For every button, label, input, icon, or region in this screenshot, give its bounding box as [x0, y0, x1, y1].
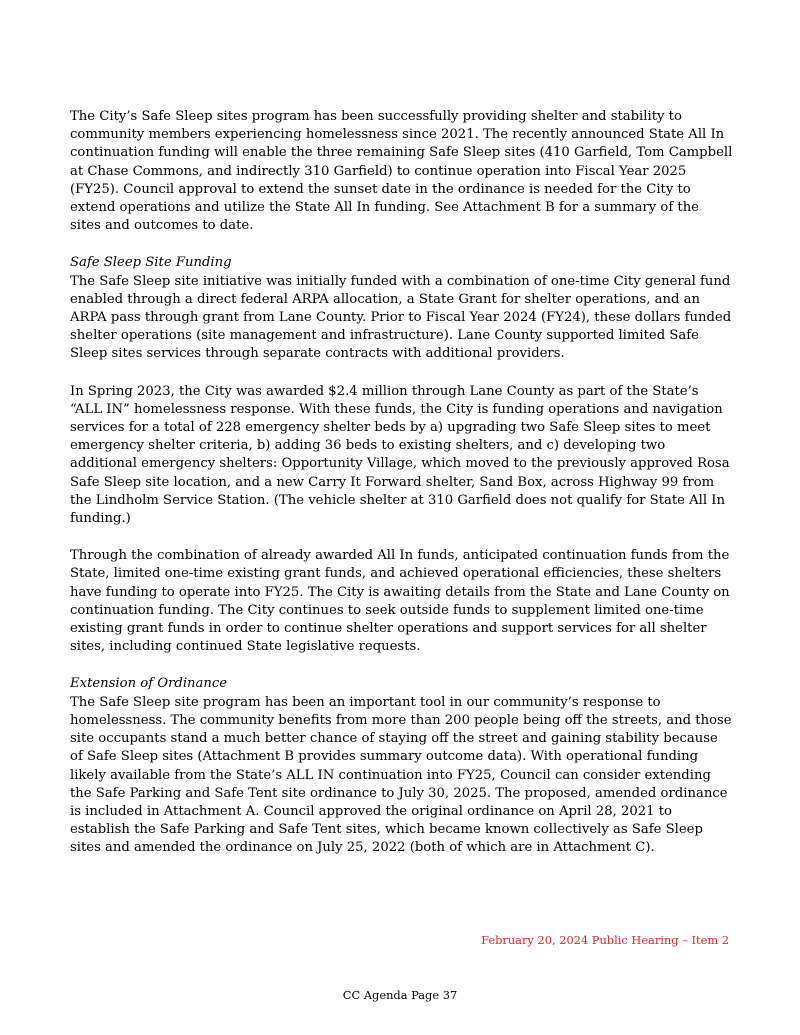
funding-paragraph-2: In Spring 2023, the City was awarded $2.4 million through Lane County as part of the State’s “ALL IN” homelessness response. With these funds, the City is funding operations and navigation services for a total of 228 emergency shelter beds by a) upgrading two Safe Sleep sites to meet emergency shelter criteria, b) adding 36 beds to existing shelters, and c) developing two additional emergency shelters: Opportunity Village, which moved to the previously approved Rosa Safe Sleep site location, and a new Carry It Forward shelter, Sand Box, across Highway 99 from the Lindholm Service Station. (The vehicle shelter at 310 Garfield does not qualify for State All In funding.) — [70, 383, 730, 527]
extension-paragraph-1: The Safe Sleep site program has been an important tool in our community’s response to homelessness. The community benefits from more than 200 people being off the streets, and those site occupants stand a much better chance of staying off the street and gaining stability because of Safe Sleep sites (Attachment B provides summary outcome data). With operational funding likely available from the State’s ALL IN continuation into FY25, Council can consider extending the Safe Parking and Safe Tent site ordinance to July 30, 2025. The proposed, amended ordinance is included in Attachment A. Council approved the original ordinance on April 28, 2021 to establish the Safe Parking and Safe Tent sites, which became known collectively as Safe Sleep sites and amended the ordinance on July 25, 2022 (both of which are in Attachment C). — [70, 694, 732, 856]
document-body — [70, 108, 734, 877]
intro-paragraph: The City’s Safe Sleep sites program has been successfully providing shelter and stability to community members experiencing homelessness since 2021. The recently announced State All In continuation funding will enable the three remaining Safe Sleep sites (410 Garfield, Tom Campbell at Chase Commons, and indirectly 310 Garfield) to continue operation into Fiscal Year 2025 (FY25). Council approval to extend the sunset date in the ordinance is needed for the City to extend operations and utilize the State All In funding. See Attachment B for a summary of the sites and outcomes to date. — [70, 109, 733, 234]
funding-paragraph-3: Through the combination of already awarded All In funds, anticipated continuation funds from the State, limited one-time existing grant funds, and achieved operational efficiencies, these shelters have funding to operate into FY25. The City is awaiting details from the State and Lane County on continuation funding. The City continues to seek outside funds to supplement limited one-time existing grant funds in order to continue shelter operations and support services for all shelter sites, including continued State legislative requests. — [70, 548, 730, 655]
public-hearing-footer: February 20, 2024 Public Hearing – Item 2 — [481, 933, 729, 947]
extension-heading: Extension of Ordinance — [70, 676, 228, 692]
agenda-page-number: CC Agenda Page 37 — [342, 988, 458, 1002]
funding-paragraph-1: The Safe Sleep site initiative was initially funded with a combination of one-time City general fund enabled through a direct federal ARPA allocation, a State Grant for shelter operations, and an ARPA pass through grant from Lane County. Prior to Fiscal Year 2024 (FY24), these dollars funded shelter operations (site management and infrastructure). Lane County supported limited Safe Sleep sites services through separate contracts with additional providers. — [70, 273, 732, 362]
funding-heading: Safe Sleep Site Funding — [70, 255, 232, 271]
